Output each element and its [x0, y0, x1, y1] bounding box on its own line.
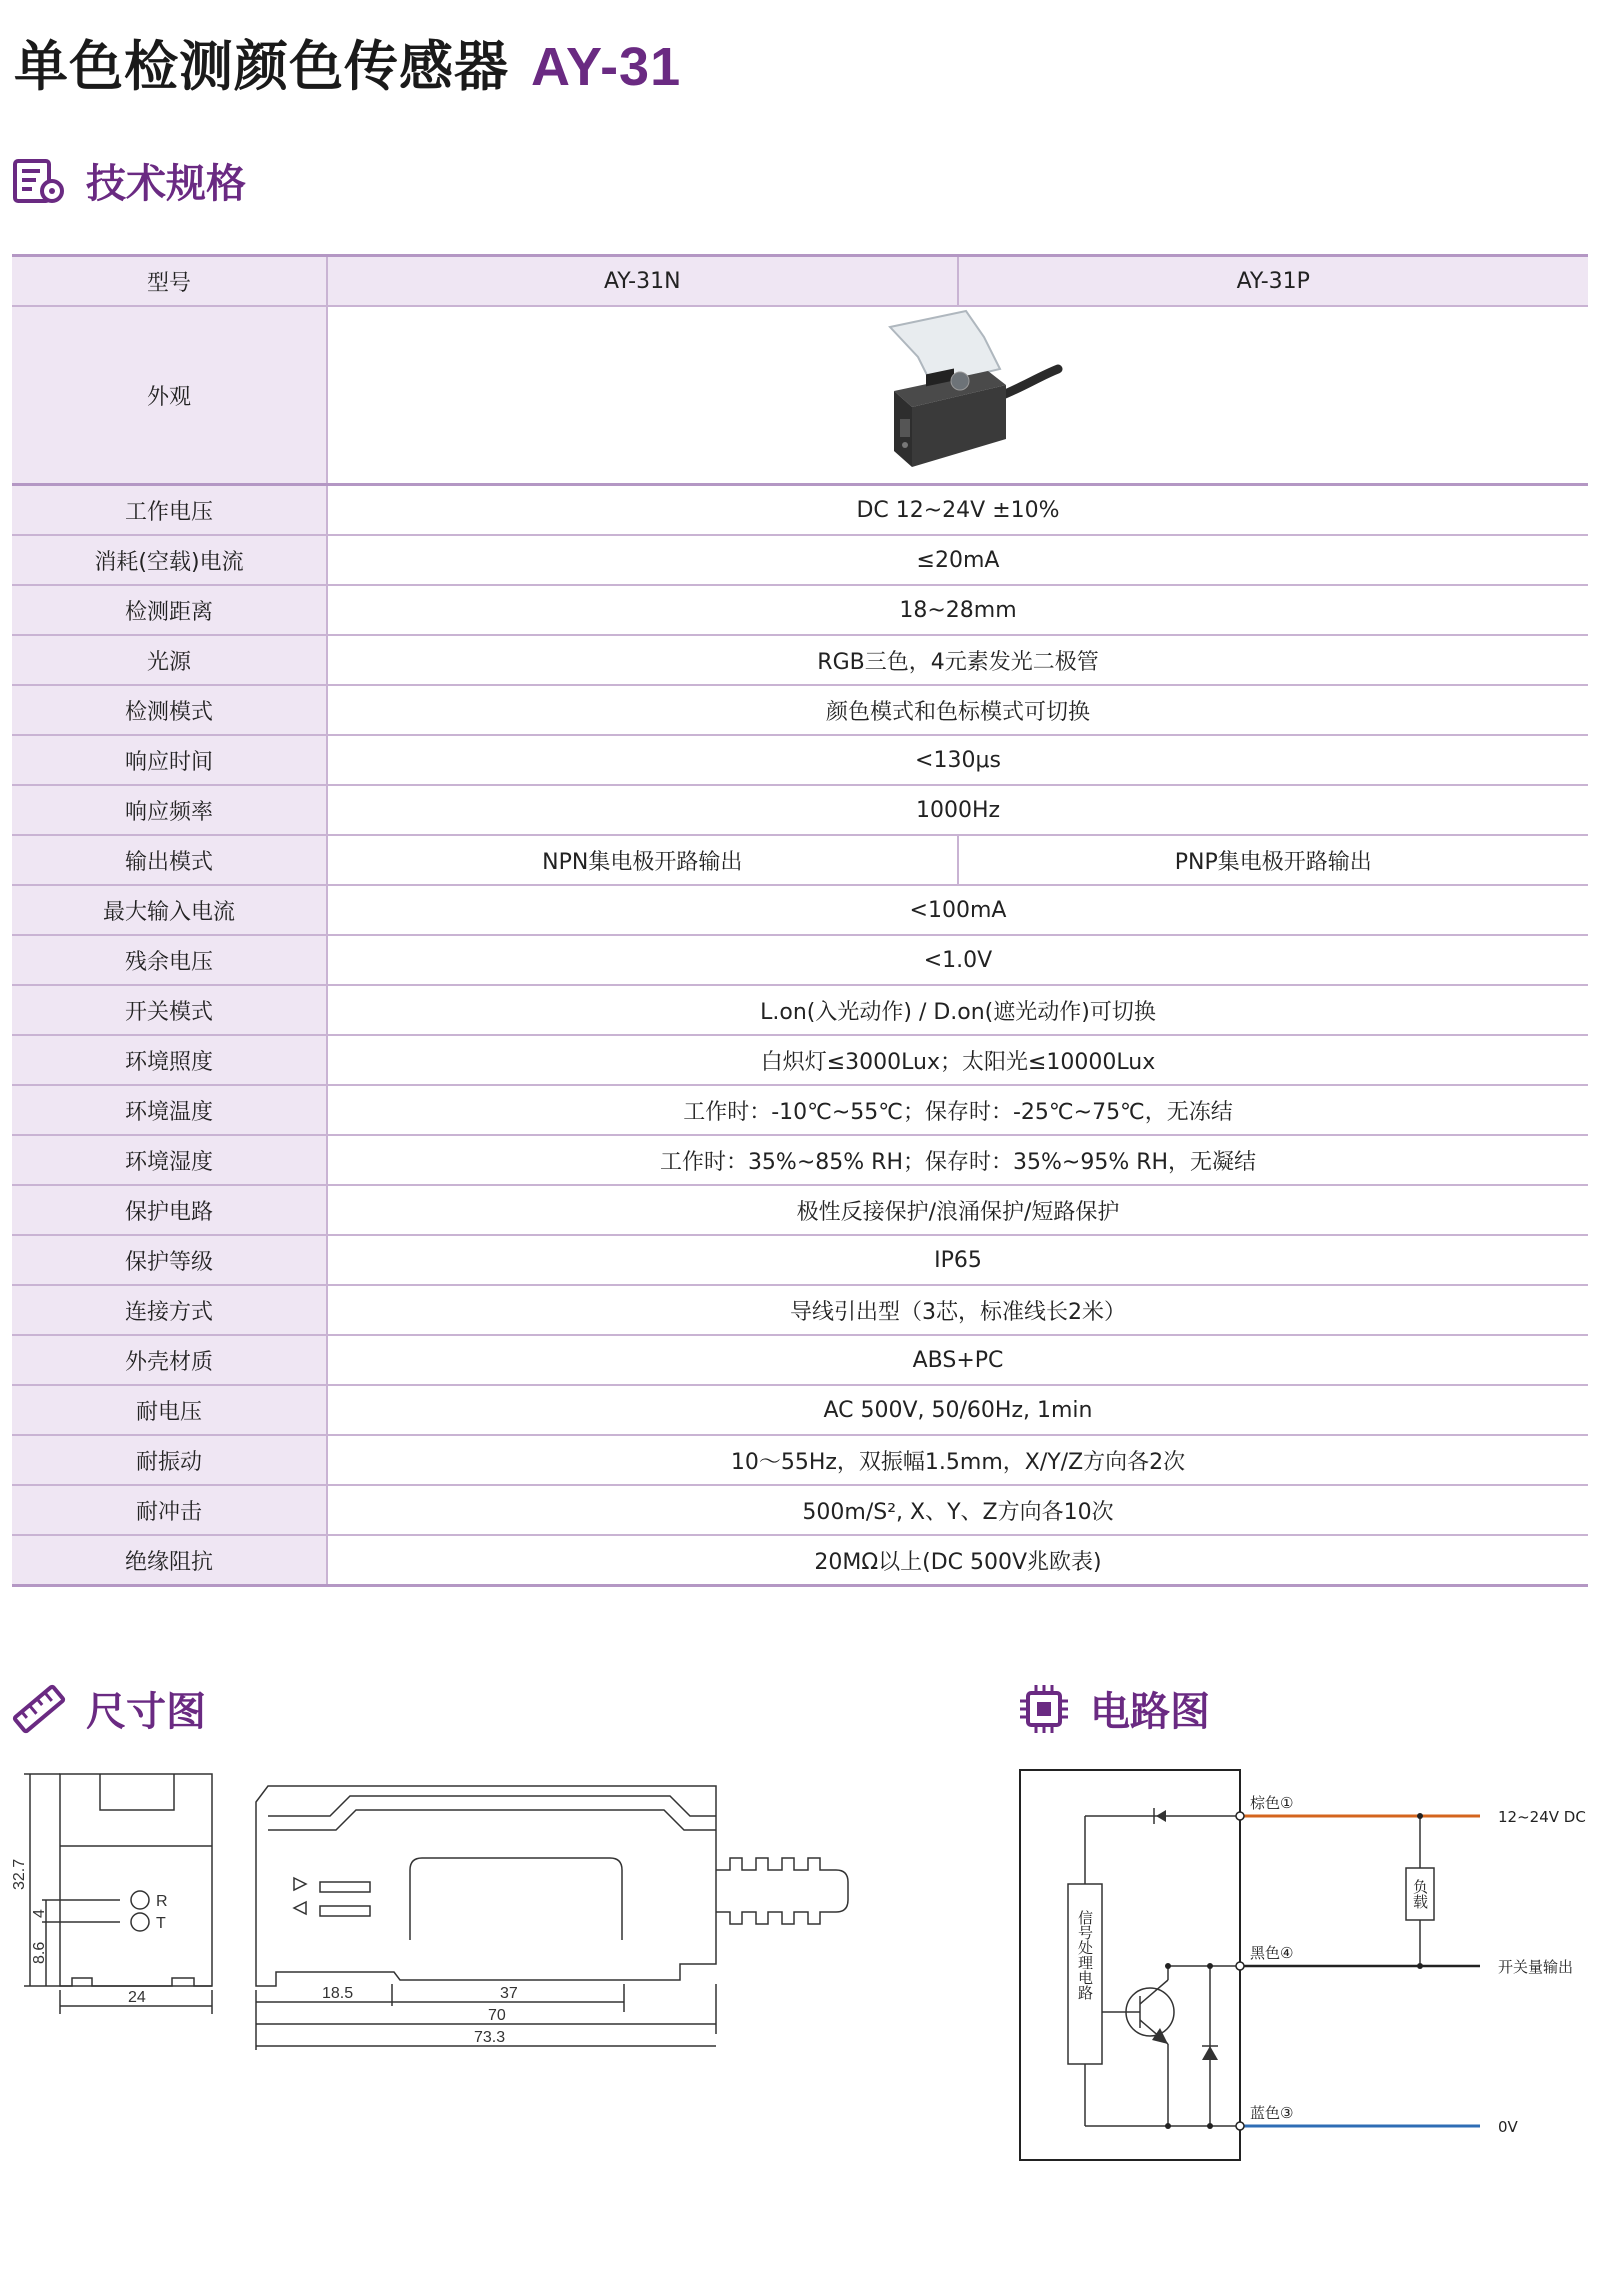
table-row — [12, 985, 1588, 1035]
spec-value: 20MΩ以上(DC 500V兆欧表) — [327, 1535, 1588, 1586]
spec-sheet-icon — [12, 157, 66, 205]
blue-wire-label: 蓝色③ — [1250, 2104, 1294, 2122]
table-row — [12, 535, 1588, 585]
spec-value: 18~28mm — [327, 585, 1588, 635]
table-row — [12, 685, 1588, 735]
sensor-boundary — [1020, 1770, 1240, 2160]
table-row — [12, 1185, 1588, 1235]
spec-value: ABS+PC — [327, 1335, 1588, 1385]
dim-18-5: 18.5 — [322, 1985, 354, 2002]
circuit-heading-label: 电路图 — [1090, 1689, 1210, 1735]
product-photo-cell — [327, 306, 1588, 485]
spec-value: 极性反接保护/浪涌保护/短路保护 — [327, 1185, 1588, 1235]
spec-value: <100mA — [327, 885, 1588, 935]
dim-37: 37 — [500, 1985, 518, 2002]
block-label: 信号处理电路 — [1076, 1910, 1094, 2000]
black-wire-label: 黑色④ — [1250, 1944, 1294, 1962]
dim-4: 4 — [31, 1909, 48, 1918]
circuit-diagram — [1000, 1760, 1600, 2180]
table-row — [12, 1335, 1588, 1385]
table-row — [12, 885, 1588, 935]
spec-label: 开关模式 — [12, 985, 327, 1035]
ruler-icon — [12, 1684, 66, 1734]
dim-height: 32.7 — [11, 1858, 28, 1890]
spec-value: <130μs — [327, 735, 1588, 785]
spec-value: 工作时：35%~85% RH；保存时：35%~95% RH，无凝结 — [327, 1135, 1588, 1185]
spec-value: IP65 — [327, 1235, 1588, 1285]
spec-label: 环境温度 — [12, 1085, 327, 1135]
table-row — [12, 1085, 1588, 1135]
table-row — [12, 1385, 1588, 1435]
spec-value: 白炽灯≤3000Lux；太阳光≤10000Lux — [327, 1035, 1588, 1085]
model-p: AY-31P — [958, 256, 1589, 307]
spec-value: AC 500V, 50/60Hz, 1min — [327, 1385, 1588, 1435]
spec-value: 导线引出型（3芯，标准线长2米） — [327, 1285, 1588, 1335]
output-label: 开关量输出 — [1498, 1958, 1574, 1976]
spec-label: 响应频率 — [12, 785, 327, 835]
spec-label: 环境照度 — [12, 1035, 327, 1085]
spec-label: 保护电路 — [12, 1185, 327, 1235]
spec-value: L.on(入光动作) / D.on(遮光动作)可切换 — [327, 985, 1588, 1035]
spec-label: 耐电压 — [12, 1385, 327, 1435]
spec-label: 保护等级 — [12, 1235, 327, 1285]
supply-label: 12~24V DC — [1498, 1808, 1586, 1826]
dimensions-heading-label: 尺寸图 — [86, 1689, 206, 1735]
table-row — [12, 785, 1588, 835]
spec-value: 1000Hz — [327, 785, 1588, 835]
spec-label: 残余电压 — [12, 935, 327, 985]
table-row — [12, 1435, 1588, 1485]
product-name: 单色检测颜色传感器 — [14, 35, 509, 98]
spec-label: 检测模式 — [12, 685, 327, 735]
spec-value-n: NPN集电极开路输出 — [327, 835, 958, 885]
chip-icon — [1018, 1683, 1070, 1735]
spec-value: <1.0V — [327, 935, 1588, 985]
spec-label: 工作电压 — [12, 485, 327, 536]
spec-label: 外壳材质 — [12, 1335, 327, 1385]
table-header-row — [12, 256, 1588, 307]
dimension-drawing — [0, 1750, 960, 2070]
table-row — [12, 1035, 1588, 1085]
sensor-product-image — [848, 307, 1068, 477]
circuit-section-heading — [1018, 1680, 1210, 1737]
spec-label: 最大输入电流 — [12, 885, 327, 935]
front-view-outline — [60, 1774, 212, 1986]
specs-section-heading — [12, 152, 246, 209]
spec-value: RGB三色，4元素发光二极管 — [327, 635, 1588, 685]
spec-label: 响应时间 — [12, 735, 327, 785]
spec-value: ≤20mA — [327, 535, 1588, 585]
appearance-row — [12, 306, 1588, 485]
spec-label: 耐振动 — [12, 1435, 327, 1485]
spec-value-p: PNP集电极开路输出 — [958, 835, 1589, 885]
spec-value: DC 12~24V ±10% — [327, 485, 1588, 536]
spec-table — [12, 254, 1588, 1587]
spec-label: 消耗(空载)电流 — [12, 535, 327, 585]
appearance-label: 外观 — [12, 306, 327, 485]
spec-label: 环境湿度 — [12, 1135, 327, 1185]
spec-label: 耐冲击 — [12, 1485, 327, 1535]
led-t-label: T — [156, 1915, 166, 1932]
table-row — [12, 1285, 1588, 1335]
spec-label: 检测距离 — [12, 585, 327, 635]
table-row — [12, 1485, 1588, 1535]
table-row — [12, 935, 1588, 985]
dimensions-section-heading — [12, 1680, 206, 1737]
table-row — [12, 1135, 1588, 1185]
table-row — [12, 585, 1588, 635]
load-label: 负载 — [1411, 1879, 1429, 1909]
table-row — [12, 835, 1588, 885]
spec-value: 10～55Hz，双振幅1.5mm，X/Y/Z方向各2次 — [327, 1435, 1588, 1485]
spec-label: 绝缘阻抗 — [12, 1535, 327, 1586]
table-row — [12, 735, 1588, 785]
dim-73-3: 73.3 — [474, 2029, 506, 2046]
spec-label: 连接方式 — [12, 1285, 327, 1335]
dim-70: 70 — [488, 2007, 506, 2024]
led-r-label: R — [156, 1893, 168, 1910]
model-label: 型号 — [12, 256, 327, 307]
model-n: AY-31N — [327, 256, 958, 307]
page-title — [14, 24, 681, 101]
specs-heading-label: 技术规格 — [86, 161, 246, 207]
spec-label: 输出模式 — [12, 835, 327, 885]
table-row — [12, 485, 1588, 536]
spec-value: 颜色模式和色标模式可切换 — [327, 685, 1588, 735]
table-row — [12, 635, 1588, 685]
spec-value: 工作时：-10℃~55℃；保存时：-25℃~75℃，无冻结 — [327, 1085, 1588, 1135]
dim-width: 24 — [128, 1989, 146, 2006]
table-row — [12, 1235, 1588, 1285]
dim-8-6: 8.6 — [31, 1941, 48, 1964]
product-model: AY-31 — [531, 37, 682, 97]
spec-label: 光源 — [12, 635, 327, 685]
table-row — [12, 1535, 1588, 1586]
ground-label: 0V — [1498, 2118, 1518, 2136]
spec-value: 500m/S², X、Y、Z方向各10次 — [327, 1485, 1588, 1535]
brown-wire-label: 棕色① — [1250, 1794, 1294, 1812]
